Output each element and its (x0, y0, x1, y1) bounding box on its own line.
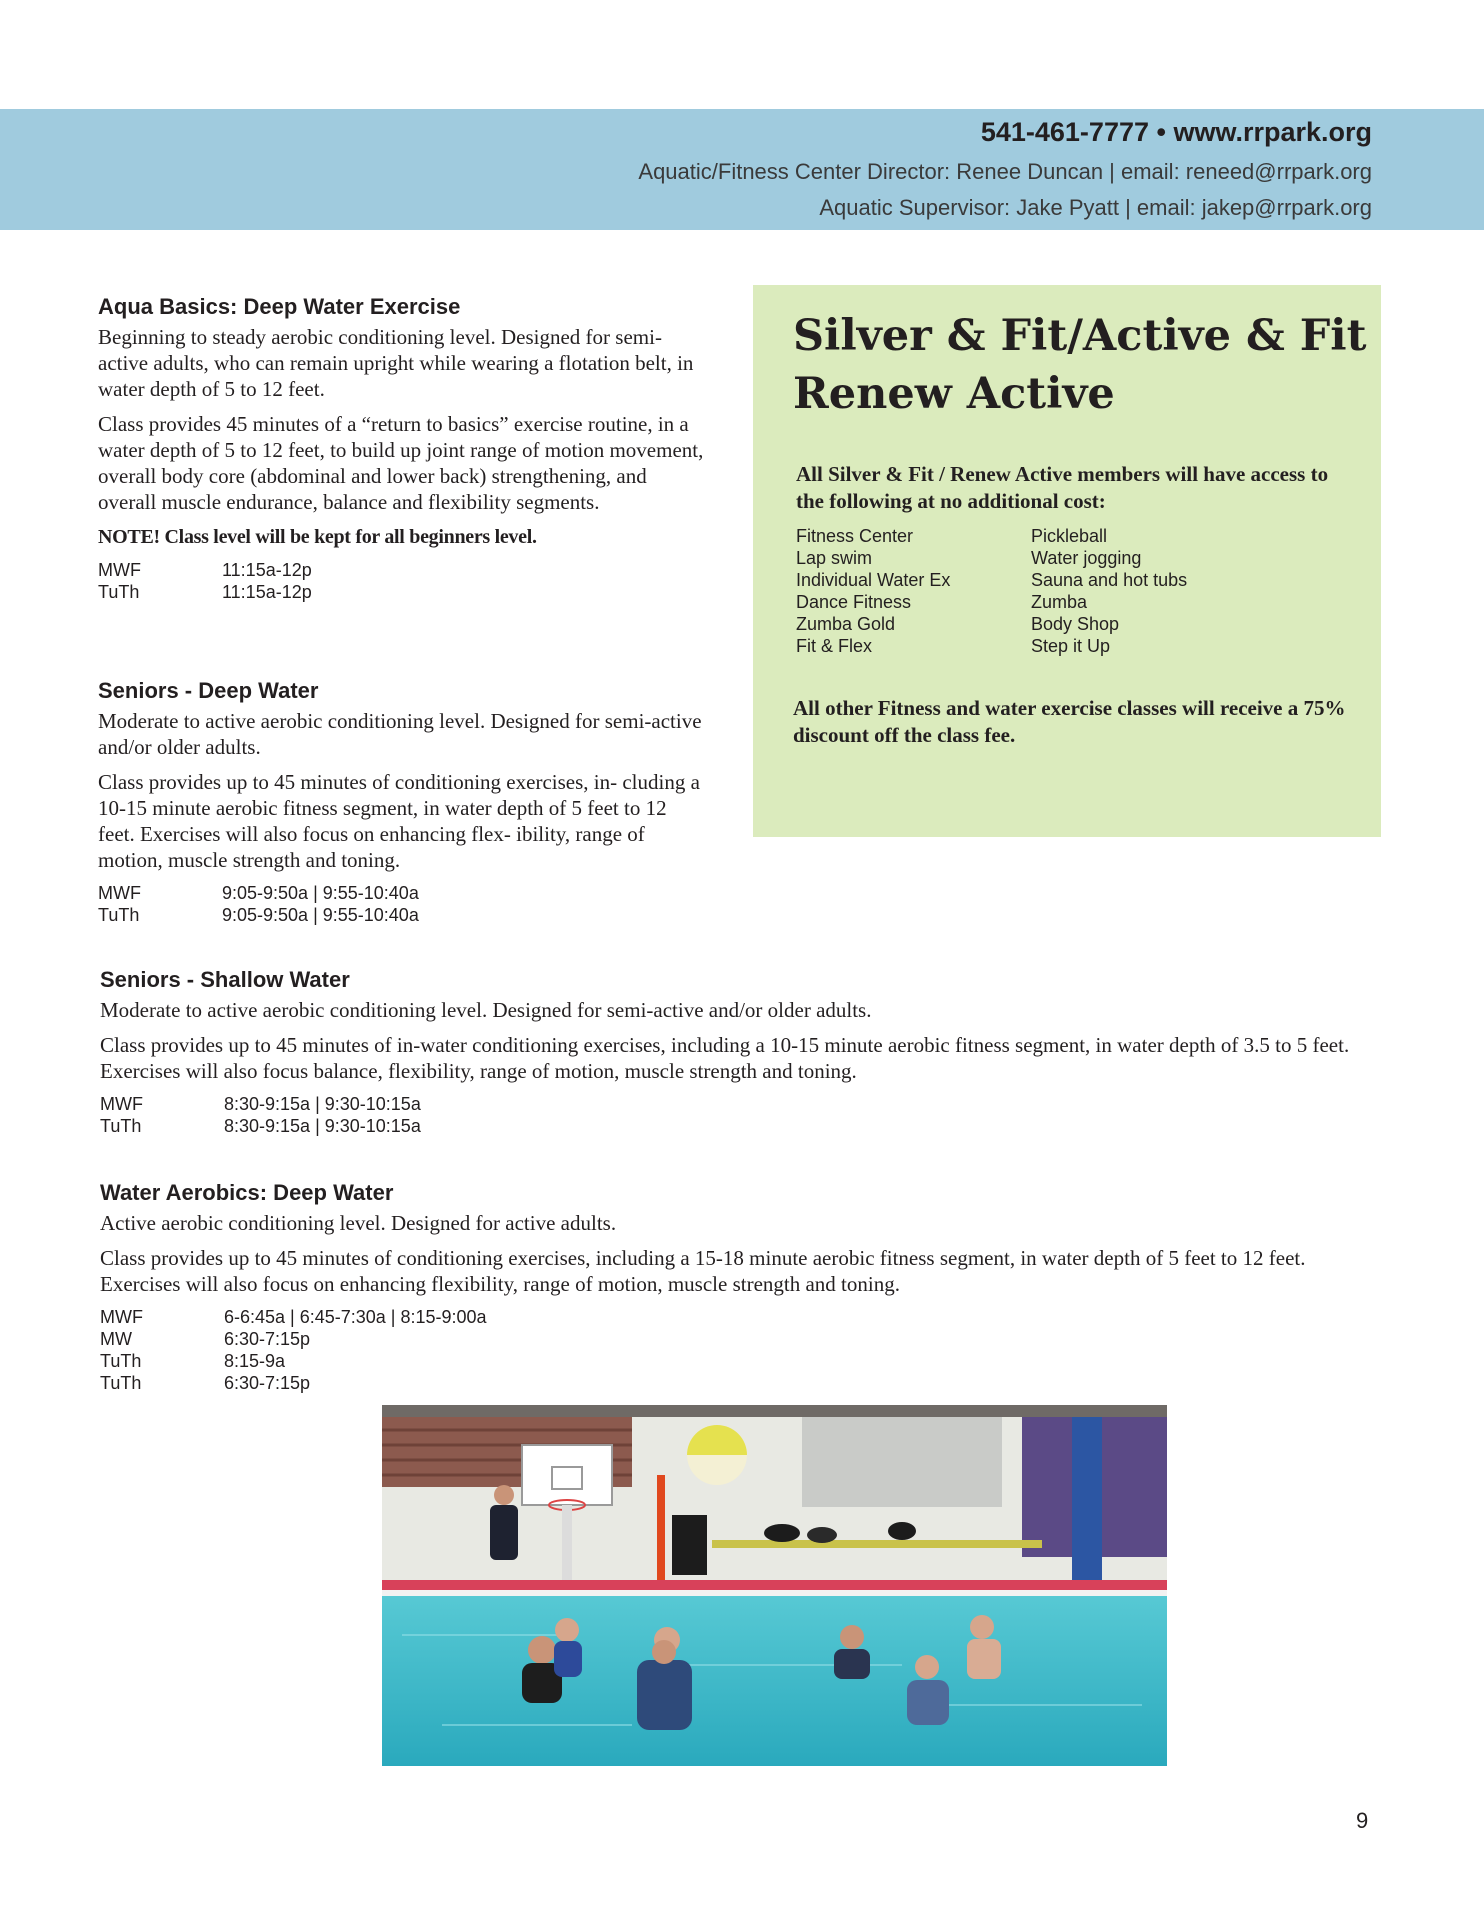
schedule-times: 9:05-9:50a | 9:55-10:40a (222, 905, 419, 925)
schedule-times: 11:15a-12p (222, 582, 312, 602)
schedule-row (98, 581, 708, 603)
director-contact: Aquatic/Fitness Center Director: Renee Duncan | email: reneed@rrpark.org (638, 159, 1372, 184)
schedule-row (100, 1372, 1390, 1394)
schedule-row (98, 904, 708, 926)
class-title: Aqua Basics: Deep Water Exercise (98, 294, 461, 319)
supervisor-contact: Aquatic Supervisor: Jake Pyatt | email: jakep@rrpark.org (819, 195, 1372, 220)
class-description: Active aerobic conditioning level. Designed for active adults. (100, 1211, 617, 1235)
class-seniors-deep-water (98, 678, 708, 926)
benefit-item: Step it Up (1031, 636, 1111, 656)
benefit-item: Zumba Gold (796, 614, 896, 634)
promo-title-line2: Renew Active (793, 369, 1115, 419)
schedule-times: 9:05-9:50a | 9:55-10:40a (222, 883, 419, 903)
class-details: Class provides up to 45 minutes of conditioning exercises, in- cluding a 10-15 minute aerobic fitness segment, in water depth of 5 feet to 12 feet. Exercises will also focus on enhancing flex- ibility, range of motion, muscle strength and toning. (98, 770, 700, 872)
schedule-row (100, 1306, 1390, 1328)
schedule-row (100, 1350, 1390, 1372)
schedule-row (98, 882, 708, 904)
schedule-row (100, 1093, 1390, 1115)
class-aqua-basics (98, 294, 708, 603)
schedule-days: TuTh (100, 1351, 142, 1371)
promo-title (793, 307, 1373, 423)
schedule-days: TuTh (98, 905, 140, 925)
class-details: Class provides up to 45 minutes of conditioning exercises, including a 15-18 minute aerobic fitness segment, in water depth of 5 feet to 12 feet. Exercises will also focus on enhancing flexibility, range of motion, muscle strength and toning. (100, 1246, 1306, 1296)
promo-intro: All Silver & Fit / Renew Active members will have access to the following at no additional cost: (796, 462, 1329, 513)
schedule-times: 6:30-7:15p (224, 1329, 311, 1349)
schedule-times: 8:30-9:15a | 9:30-10:15a (224, 1094, 421, 1114)
class-description: Moderate to active aerobic conditioning level. Designed for semi-active and/or older adults. (100, 998, 872, 1022)
class-title: Seniors - Deep Water (98, 678, 319, 703)
benefit-item: Pickleball (1031, 526, 1108, 546)
page-number: 9 (1356, 1808, 1369, 1833)
class-description: Moderate to active aerobic conditioning level. Designed for semi-active and/or older adults. (98, 709, 702, 759)
schedule-times: 6-6:45a | 6:45-7:30a | 8:15-9:00a (224, 1307, 487, 1327)
schedule-times: 8:30-9:15a | 9:30-10:15a (224, 1116, 421, 1136)
pool-scene-illustration (382, 1405, 1167, 1766)
class-water-aerobics-deep (100, 1180, 1390, 1394)
class-description: Beginning to steady aerobic conditioning level. Designed for semi-active adults, who can remain upright while wearing a flotation belt, in water depth of 5 to 12 feet. (98, 325, 694, 401)
class-schedule (100, 1306, 1390, 1394)
class-title: Water Aerobics: Deep Water (100, 1180, 394, 1205)
benefit-item: Body Shop (1031, 614, 1120, 634)
schedule-days: MWF (98, 560, 141, 580)
schedule-row (100, 1115, 1390, 1137)
promo-title-line1: Silver & Fit/Active & Fit (793, 311, 1367, 361)
schedule-days: TuTh (100, 1373, 142, 1393)
benefit-item: Individual Water Ex (796, 570, 951, 590)
schedule-row (100, 1328, 1390, 1350)
class-details: Class provides up to 45 minutes of in-water conditioning exercises, including a 10-15 minute aerobic fitness segment, in water depth of 3.5 to 5 feet. Exercises will also focus balance, flexibility, range of motion, muscle strength and toning. (100, 1033, 1350, 1083)
benefit-item: Fit & Flex (796, 636, 873, 656)
silver-fit-promo-box (753, 285, 1381, 837)
class-title: Seniors - Shallow Water (100, 967, 350, 992)
schedule-times: 6:30-7:15p (224, 1373, 311, 1393)
benefit-item: Water jogging (1031, 548, 1142, 568)
header-band (0, 109, 1484, 230)
schedule-days: MWF (100, 1094, 143, 1114)
schedule-row (98, 559, 708, 581)
class-seniors-shallow-water (100, 967, 1390, 1137)
schedule-days: MWF (98, 883, 141, 903)
class-schedule (98, 559, 708, 603)
schedule-times: 8:15-9a (224, 1351, 286, 1371)
benefit-item: Dance Fitness (796, 592, 912, 612)
benefit-item: Sauna and hot tubs (1031, 570, 1188, 590)
class-note: NOTE! Class level will be kept for all beginners level. (98, 526, 537, 548)
schedule-days: MWF (100, 1307, 143, 1327)
pool-class-photo (382, 1405, 1167, 1766)
class-details: Class provides 45 minutes of a “return to basics” exercise routine, in a water depth of 5 to 12 feet, to build up joint range of motion movement, overall body core (abdominal and lower back) strengthening, and overall muscle endurance, balance and flexibility segments. (98, 412, 704, 514)
promo-discount: All other Fitness and water exercise classes will receive a 75% discount off the class fee. (793, 696, 1346, 747)
benefit-item: Zumba (1031, 592, 1088, 612)
schedule-days: TuTh (100, 1116, 142, 1136)
schedule-days: MW (100, 1329, 132, 1349)
schedule-times: 11:15a-12p (222, 560, 312, 580)
contact-phone-website: 541-461-7777 • www.rrpark.org (980, 117, 1372, 147)
benefits-list (796, 525, 1356, 657)
schedule-days: TuTh (98, 582, 140, 602)
benefit-item: Fitness Center (796, 526, 914, 546)
class-schedule (98, 882, 708, 926)
benefit-item: Lap swim (796, 548, 873, 568)
class-schedule (100, 1093, 1390, 1137)
